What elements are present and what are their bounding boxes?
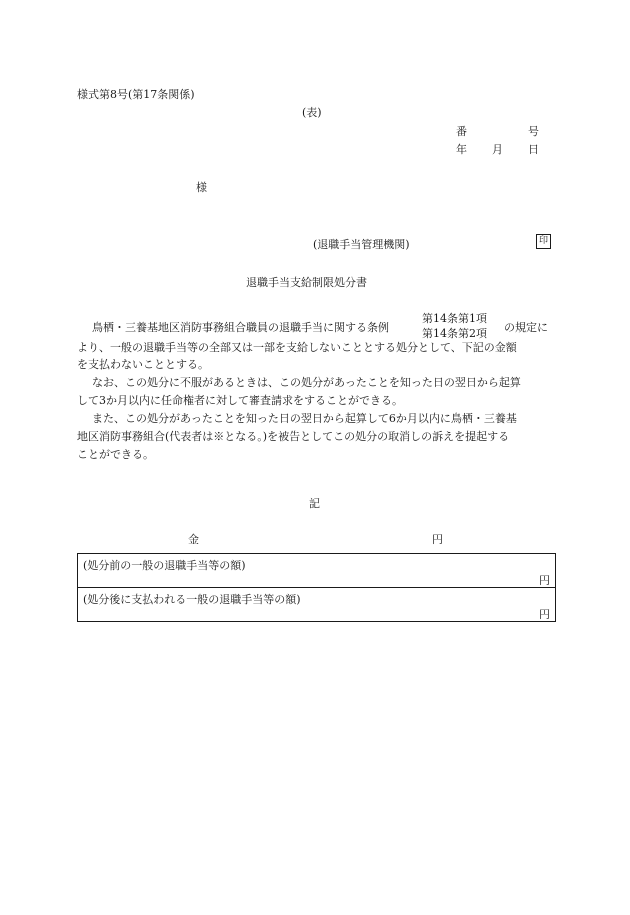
paragraph1-start: 鳥栖・三養基地区消防事務組合職員の退職手当に関する条例 xyxy=(92,321,389,334)
body-line-7: 地区消防事務組合(代表者は※となる。)を被告としてこの処分の取消しの訴えを提起する xyxy=(77,430,510,443)
record-heading: 記 xyxy=(309,497,320,510)
post-disposition-amount-box xyxy=(77,587,556,622)
body-line-3: を支払わないこととする。 xyxy=(77,358,209,371)
recipient-honorific: 様 xyxy=(196,181,207,194)
date-year-label: 年 xyxy=(456,143,467,156)
document-title: 退職手当支給制限処分書 xyxy=(246,276,367,289)
post-disposition-yen: 円 xyxy=(539,608,550,621)
clause-option-2: 第14条第2項 xyxy=(422,327,487,340)
seal-stamp: 印 xyxy=(536,234,551,249)
side-label: (表) xyxy=(302,106,322,119)
clause-option-1: 第14条第1項 xyxy=(422,312,487,325)
issuing-agency: (退職手当管理機関) xyxy=(313,238,410,251)
body-line-6: また、この処分があったことを知った日の翌日から起算して6か月以内に鳥栖・三養基 xyxy=(92,412,517,425)
body-line-4: なお、この処分に不服があるときは、この処分があったことを知った日の翌日から起算 xyxy=(92,376,521,389)
amount-yen-unit: 円 xyxy=(432,533,443,546)
date-day-label: 日 xyxy=(528,143,539,156)
pre-disposition-label: (処分前の一般の退職手当等の額) xyxy=(83,559,246,572)
pre-disposition-amount-box xyxy=(77,553,556,588)
body-line-8: ことができる。 xyxy=(77,448,154,461)
date-month-label: 月 xyxy=(492,143,503,156)
post-disposition-label: (処分後に支払われる一般の退職手当等の額) xyxy=(83,593,301,606)
pre-disposition-yen: 円 xyxy=(539,574,550,587)
form-id: 様式第8号(第17条関係) xyxy=(77,88,195,101)
body-line-5: して3か月以内に任命権者に対して審査請求をすることができる。 xyxy=(77,394,403,407)
number-label-ban: 番 xyxy=(456,125,467,138)
paragraph1-end: の規定に xyxy=(504,321,548,334)
number-label-go: 号 xyxy=(528,125,539,138)
body-line-2: より、一般の退職手当等の全部又は一部を支給しないこととする処分として、下記の金額 xyxy=(77,341,517,354)
amount-label: 金 xyxy=(188,533,199,546)
